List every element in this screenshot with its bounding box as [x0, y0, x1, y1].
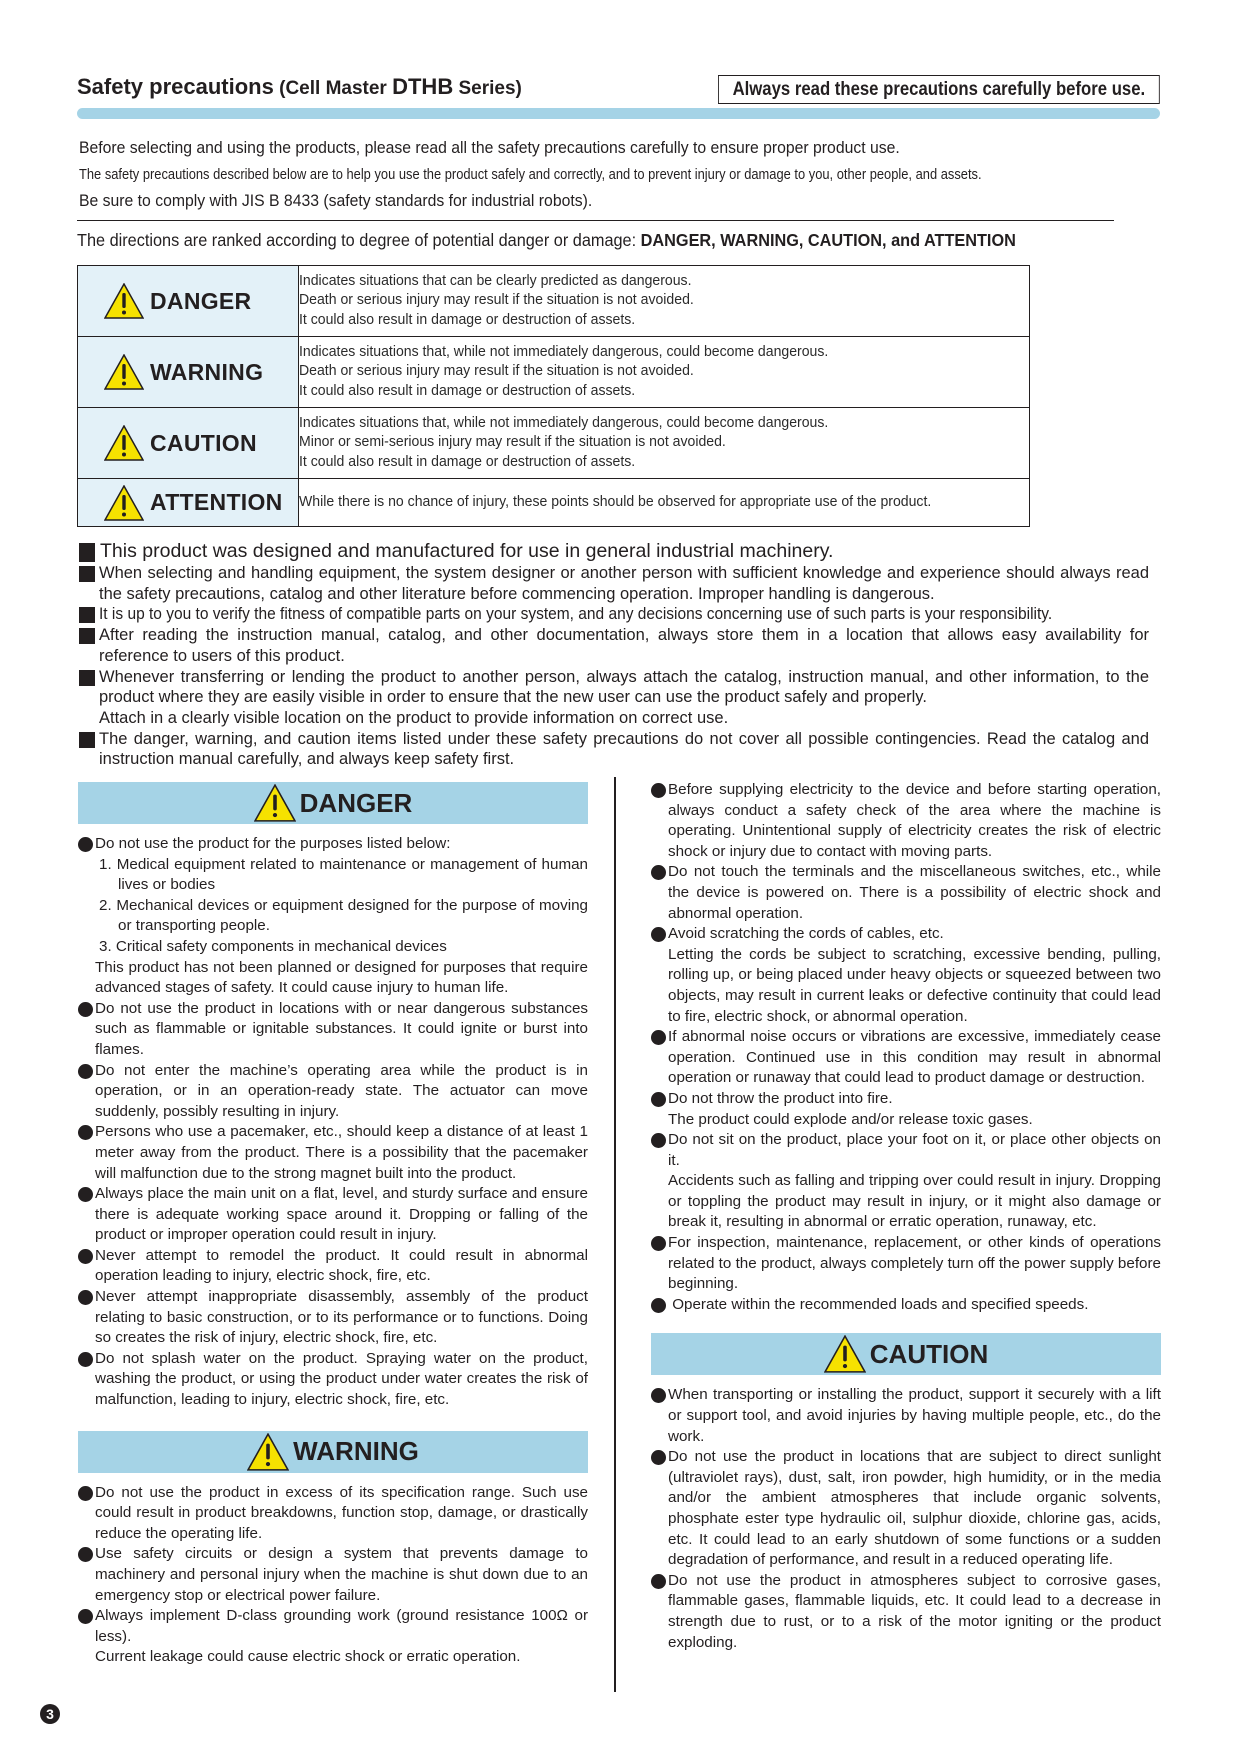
danger-banner: [78, 782, 588, 824]
title-series-suffix: Series): [453, 78, 522, 99]
item-extra: Current leakage could cause electric shock or erratic operation.: [95, 1648, 521, 1666]
level-row-attention: [78, 479, 1030, 527]
item-text: Use safety circuits or design a system that prevents damage to machinery and personal injury when the machine is shut down due to an emergency stop or electrical power failure.: [95, 1545, 588, 1604]
intro-line-2: The safety precautions described below are to help you use the product safely and correctly, and to prevent injury or damage to you, other people, and assets.: [79, 166, 982, 183]
danger-item: [78, 1122, 588, 1184]
level-desc-line: Death or serious injury may result if the situation is not avoided.: [299, 292, 694, 309]
title-open: (: [273, 78, 286, 99]
caution-item: [651, 1447, 1161, 1571]
general-note: [79, 729, 1149, 770]
level-desc-line: It could also result in damage or destruction of assets.: [299, 453, 636, 470]
warning-triangle-icon: [104, 485, 144, 521]
warning-triangle-icon: [247, 1433, 289, 1471]
item-sub: 1. Medical equipment related to maintenance or management of human lives or bodies: [99, 855, 588, 894]
bullet-dot-icon: [651, 1092, 666, 1107]
level-desc-line: Indicates situations that, while not immediately dangerous, could become dangerous.: [299, 344, 829, 361]
title-series: [273, 74, 522, 99]
item-text: Do not use the product in atmospheres subject to corrosive gases, flammable gases, flammable liquids, etc. It could lead to a decrease in strength due to rust, or to a risk of the motor igniting or the product exploding.: [668, 1571, 1161, 1651]
danger-item: [651, 1295, 1161, 1316]
notice-box: Always read these precautions carefully before use.: [718, 75, 1160, 104]
ranked-prefix: The directions are ranked according to degree of potential danger or damage:: [77, 230, 641, 250]
item-text: Never attempt inappropriate disassembly, assembly of the product relating to basic construction, or to its performance or to functions. Doing so creates the risk of injury, electric shock, fire, etc.: [95, 1288, 588, 1347]
item-text: Do not use the product in excess of its specification range. Such use could result in product breakdowns, function stop, damage, or drastically reduce the operating life.: [95, 1483, 588, 1542]
item-text: Do not throw the product into fire.: [668, 1089, 893, 1107]
bullet-dot-icon: [651, 1450, 666, 1465]
bullet-dot-icon: [78, 1249, 93, 1264]
danger-item: [651, 1233, 1161, 1295]
bullet-dot-icon: [651, 1388, 666, 1403]
danger-items: [78, 834, 588, 1411]
title-series-prefix: Cell Master: [285, 78, 393, 99]
danger-item: [78, 1246, 588, 1287]
danger-item: [651, 924, 1161, 1027]
item-text: If abnormal noise occurs or vibrations are excessive, immediately cease operation. Continued use in this condition may result in abnormal operation or runaway that could lead to product damage or destruction.: [668, 1028, 1161, 1087]
danger-item: [78, 1061, 588, 1123]
item-text: Do not use the product in locations that are subject to direct sunlight (ultraviolet rays), dust, salt, iron powder, high humidity, or in the media and/or the ambient atmospheres that include organic solvents, phosphate ester type hydraulic oil, sulphur dioxide, chlorine gas, acids, etc. It could lead to an early shutdown of some functions or a sudden degradation of performance, and result in a reduced operating life.: [668, 1448, 1161, 1569]
square-bullet-icon: [79, 566, 95, 582]
bullet-dot-icon: [78, 1352, 93, 1367]
note-text: This product was designed and manufactured for use in general industrial machinery.: [100, 540, 834, 562]
warning-item: [78, 1544, 588, 1606]
square-bullet-icon: [79, 732, 95, 748]
item-text: Do not use the product in locations with or near dangerous substances such as flammable or ignitable substances. It could ignite or burst into flames.: [95, 999, 588, 1058]
item-extra: The product could explode and/or release toxic gases.: [668, 1110, 1033, 1128]
danger-item: [78, 1184, 588, 1246]
header-bar: [77, 108, 1160, 119]
note-text: When selecting and handling equipment, the system designer or another person with sufficient knowledge and experience should always read the safety precautions, catalog and other literature before commencing operation. Improper handling is dangerous.: [99, 564, 1149, 603]
warning-triangle-icon: [824, 1335, 866, 1373]
bullet-dot-icon: [78, 1486, 93, 1501]
item-text: Do not splash water on the product. Spraying water on the product, washing the product, or using the product under water creates the risk of malfunction, leading to injury, electric shock, fire, etc.: [95, 1349, 588, 1409]
title-main: Safety precautions: [77, 74, 274, 99]
general-note: [79, 604, 1149, 625]
bullet-dot-icon: [78, 1125, 93, 1140]
page-title: [77, 74, 522, 100]
bullet-dot-icon: [651, 1574, 666, 1589]
level-row-danger: [78, 266, 1030, 337]
warning-items: [78, 1483, 588, 1668]
square-bullet-icon: [79, 543, 95, 562]
item-text: Always place the main unit on a flat, level, and sturdy surface and ensure there is adequate working space around it. Dropping or falling of the product or improper operation could result in injury.: [95, 1185, 588, 1244]
level-desc-line: Indicates situations that, while not immediately dangerous, could become dangerous.: [299, 415, 829, 432]
danger-item: [78, 834, 588, 999]
danger-item: [78, 999, 588, 1061]
danger-item: [78, 1287, 588, 1349]
caution-item: [651, 1385, 1161, 1447]
level-desc-line: While there is no chance of injury, these points should be observed for appropriate use of the product.: [299, 493, 932, 510]
item-text: Do not sit on the product, place your foot on it, or place other objects on it.: [668, 1131, 1161, 1169]
bullet-dot-icon: [651, 783, 666, 798]
item-text: Do not touch the terminals and the miscellaneous switches, etc., while the device is powered on. There is a possibility of electric shock and abnormal operation.: [668, 863, 1161, 922]
right-column: [651, 780, 1161, 1653]
warning-item: [78, 1606, 588, 1668]
danger-item: [78, 1349, 588, 1411]
item-text: Avoid scratching the cords of cables, etc.: [668, 925, 944, 943]
level-desc-line: Death or serious injury may result if the situation is not avoided.: [299, 363, 694, 380]
level-label: WARNING: [150, 358, 264, 385]
item-text: Always implement D-class grounding work (ground resistance 100Ω or less).: [95, 1607, 588, 1645]
item-text: Operate within the recommended loads and specified speeds.: [668, 1295, 1089, 1313]
general-notes: [79, 540, 1149, 770]
bullet-dot-icon: [78, 1547, 93, 1562]
danger-item: [651, 780, 1161, 862]
hazard-levels-table: [77, 265, 1030, 527]
note-extra: Attach in a clearly visible location on the product to provide information on correct use.: [99, 708, 729, 727]
bullet-dot-icon: [78, 1609, 93, 1624]
item-sub: 3. Critical safety components in mechanical devices: [99, 937, 447, 955]
note-text: After reading the instruction manual, catalog, and other documentation, always store them in a location that allows easy availability for reference to users of this product.: [99, 626, 1149, 665]
bullet-dot-icon: [651, 865, 666, 880]
warning-banner: [78, 1431, 588, 1473]
danger-item: [651, 862, 1161, 924]
level-label: CAUTION: [150, 429, 257, 456]
danger-item: [651, 1130, 1161, 1233]
item-text: Do not use the product for the purposes listed below:: [95, 835, 451, 852]
ranked-levels: DANGER, WARNING, CAUTION, and ATTENTION: [640, 230, 1016, 250]
item-extra: This product has not been planned or designed for purposes that require advanced stages of safety. It could cause injury to human life.: [95, 958, 588, 997]
general-note: [79, 667, 1149, 729]
bullet-dot-icon: [651, 1298, 666, 1313]
bullet-dot-icon: [78, 837, 93, 852]
bullet-dot-icon: [78, 1064, 93, 1079]
square-bullet-icon: [79, 670, 95, 686]
square-bullet-icon: [79, 607, 95, 623]
level-label: ATTENTION: [150, 489, 283, 515]
title-series-model: DTHB: [392, 74, 454, 99]
item-text: For inspection, maintenance, replacement, or other kinds of operations related to the product, always completely turn off the power supply before beginning.: [668, 1234, 1161, 1293]
bullet-dot-icon: [651, 1133, 666, 1148]
danger-item: [651, 1027, 1161, 1089]
level-row-caution: [78, 408, 1030, 479]
left-column: [78, 782, 588, 1668]
item-sub: 2. Mechanical devices or equipment designed for the purpose of moving or transporting people.: [99, 896, 588, 935]
caution-item: [651, 1571, 1161, 1653]
level-desc-line: It could also result in damage or destruction of assets.: [299, 311, 636, 328]
square-bullet-icon: [79, 628, 95, 644]
level-row-warning: [78, 337, 1030, 408]
bullet-dot-icon: [651, 927, 666, 942]
item-text: Never attempt to remodel the product. It could result in abnormal operation leading to injury, electric shock, fire, etc.: [95, 1246, 588, 1285]
bullet-dot-icon: [78, 1290, 93, 1305]
item-text: When transporting or installing the product, support it securely with a lift or support tool, and avoid injuries by having multiple people, etc., do the work.: [668, 1386, 1161, 1445]
caution-banner: [651, 1333, 1161, 1375]
intro-line-3: Be sure to comply with JIS B 8433 (safety standards for industrial robots).: [79, 192, 593, 210]
danger-items-continued: [651, 780, 1161, 1315]
danger-title: DANGER: [299, 787, 413, 818]
warning-triangle-icon: [104, 425, 144, 461]
note-text: Whenever transferring or lending the product to another person, always attach the catalog, instruction manual, and other information, to the product where they are easily visible in order to ensure that the new user can use the product safely and properly.: [99, 667, 1149, 707]
bullet-dot-icon: [651, 1030, 666, 1045]
warning-item: [78, 1483, 588, 1545]
bullet-dot-icon: [651, 1236, 666, 1251]
page-number: 3: [40, 1704, 60, 1724]
general-note: [79, 563, 1149, 604]
level-desc-line: Minor or semi-serious injury may result if the situation is not avoided.: [299, 434, 726, 451]
note-text: The danger, warning, and caution items listed under these safety precautions do not cover all possible contingencies. Read the catalog and instruction manual carefully, and always keep safety first.: [99, 729, 1149, 769]
level-label: DANGER: [150, 287, 252, 314]
bullet-dot-icon: [78, 1002, 93, 1017]
level-desc-line: It could also result in damage or destruction of assets.: [299, 382, 636, 399]
bullet-dot-icon: [78, 1187, 93, 1202]
item-extra: Accidents such as falling and tripping over could result in injury. Dropping or toppling the product may result in injury, or it might also damage or break it, resulting in abnormal or erratic operation, runaway, etc.: [668, 1172, 1161, 1231]
column-divider: [614, 777, 616, 1692]
general-note: [79, 540, 1149, 563]
caution-title: CAUTION: [869, 1338, 989, 1369]
warning-title: WARNING: [293, 1436, 419, 1467]
warning-triangle-icon: [254, 784, 296, 822]
note-text: It is up to you to verify the fitness of compatible parts on your system, and any decisions concerning use of such parts is your responsibility.: [99, 605, 1053, 624]
item-text: Before supplying electricity to the device and before starting operation, always conduct a safety check of the area where the machine is operating. Unintentional supply of electricity creates the risk of electric shock or injury due to contact with moving parts.: [668, 781, 1161, 860]
warning-triangle-icon: [104, 283, 144, 319]
general-note: [79, 625, 1149, 666]
ranked-statement: [77, 230, 1016, 251]
intro-line-1: Before selecting and using the products, please read all the safety precautions carefully to ensure proper product use.: [79, 139, 900, 157]
level-desc-line: Indicates situations that can be clearly predicted as dangerous.: [299, 273, 692, 290]
divider: [77, 220, 1114, 221]
item-extra: Letting the cords be subject to scratching, excessive bending, pulling, rolling up, or being placed under heavy objects or squeezed between two objects, may result in current leaks or defective continuity that could lead to fire, electric shock, or abnormal operation.: [668, 945, 1161, 1025]
danger-item: [651, 1089, 1161, 1130]
caution-items: [651, 1385, 1161, 1653]
warning-triangle-icon: [104, 354, 144, 390]
item-text: Persons who use a pacemaker, etc., should keep a distance of at least 1 meter away from the product. There is a possibility that the pacemaker will malfunction due to the strong magnet built into the product.: [95, 1123, 588, 1182]
item-text: Do not enter the machine’s operating area while the product is in operation, or in an operation-ready state. The actuator can move suddenly, possibly resulting in injury.: [95, 1061, 588, 1120]
